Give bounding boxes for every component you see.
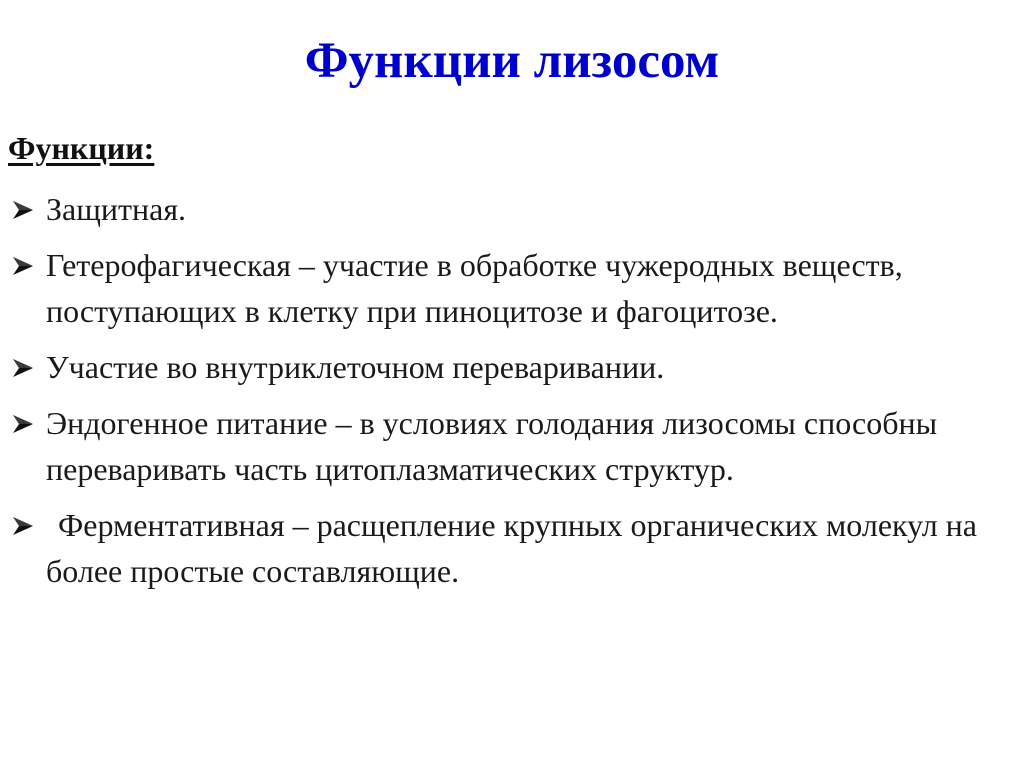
- bullet-text: Эндогенное питание – в условиях голодания лизосомы способны переваривать часть цитоплазматических структур.: [46, 405, 938, 487]
- arrowhead-bullet-icon: [8, 344, 40, 390]
- list-item: [8, 242, 1008, 334]
- list-item: [8, 344, 1008, 390]
- bullet-text: Участие во внутриклеточном переваривании.: [46, 349, 665, 385]
- arrowhead-bullet-icon: [8, 186, 40, 232]
- section-heading: Функции:: [8, 130, 155, 166]
- arrowhead-bullet-icon: [8, 400, 40, 446]
- bullet-text: Ферментативная – расщепление крупных органических молекул на более простые составляющие.: [46, 507, 977, 589]
- arrowhead-bullet-icon: [8, 502, 40, 548]
- slide-title: Функции лизосом: [304, 33, 720, 89]
- list-item: [8, 502, 1008, 594]
- list-item: [8, 400, 1008, 492]
- list-item: [8, 186, 1008, 232]
- bullet-text: Гетерофагическая – участие в обработке чужеродных веществ, поступающих в клетку при пиноцитозе и фагоцитозе.: [46, 247, 903, 329]
- arrowhead-bullet-icon: [8, 242, 40, 288]
- bullet-list: [8, 186, 1008, 604]
- bullet-text: Защитная.: [46, 191, 187, 227]
